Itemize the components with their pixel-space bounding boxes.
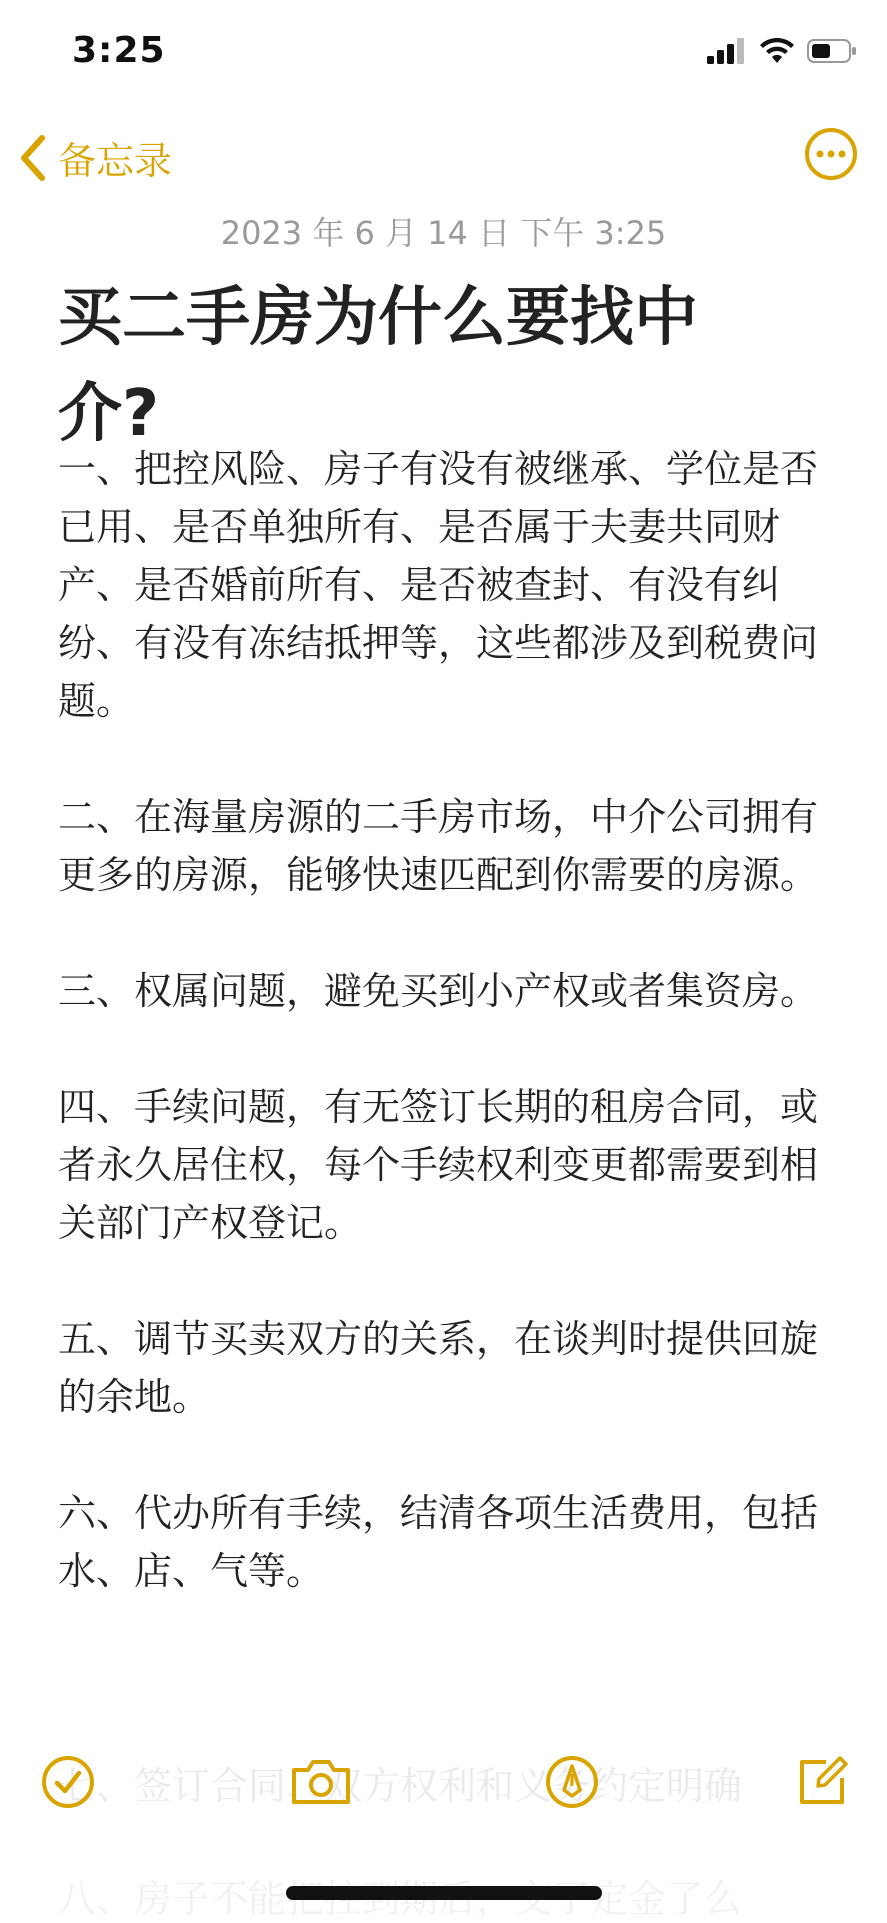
- checkmark-circle-icon: [38, 1752, 98, 1812]
- ellipsis-circle-icon: [803, 126, 859, 182]
- bottom-toolbar: [0, 1752, 887, 1832]
- camera-button[interactable]: [288, 1752, 354, 1812]
- back-label: 备忘录: [58, 139, 173, 183]
- note-title[interactable]: 买二手房为什么要找中介?: [58, 281, 698, 451]
- status-time: 3:25: [72, 30, 166, 71]
- chevron-left-icon: [18, 134, 48, 182]
- compose-icon: [792, 1752, 852, 1812]
- pen-tip-circle-icon: [542, 1752, 602, 1812]
- note-paragraph: 一、把控风险、房子有没有被继承、学位是否已用、是否单独所有、是否属于夫妻共同财产、是否婚前所有、是否被查封、有没有纠纷、有没有冻结抵押等，这些都涉及到税费问题。: [58, 447, 819, 723]
- markup-button[interactable]: [542, 1752, 602, 1812]
- wifi-icon: [759, 38, 795, 64]
- note-paragraph: 二、在海量房源的二手房市场，中介公司拥有更多的房源，能够快速匹配到你需要的房源。: [58, 795, 819, 897]
- compose-button[interactable]: [792, 1752, 852, 1812]
- cellular-signal-icon: [707, 38, 747, 64]
- note-body[interactable]: [58, 440, 818, 1658]
- status-bar: [0, 0, 887, 110]
- note-paragraph: 六、代办所有手续，结清各项生活费用，包括水、店、气等。: [58, 1491, 819, 1593]
- nav-bar: [0, 120, 887, 200]
- back-button[interactable]: [18, 130, 172, 185]
- status-icons: [707, 38, 857, 64]
- home-indicator[interactable]: [286, 1886, 602, 1900]
- note-paragraph: 四、手续问题，有无签订长期的租房合同，或者永久居住权，每个手续权利变更都需要到相关部门产权登记。: [58, 1085, 819, 1245]
- more-button[interactable]: [803, 126, 859, 182]
- note-paragraph: 五、调节买卖双方的关系，在谈判时提供回旋的余地。: [58, 1317, 819, 1419]
- checklist-button[interactable]: [38, 1752, 98, 1812]
- note-paragraph: 三、权属问题，避免买到小产权或者集资房。: [58, 969, 819, 1013]
- battery-icon: [807, 38, 857, 64]
- camera-icon: [288, 1752, 354, 1812]
- note-date: 2023 年 6 月 14 日 下午 3:25: [220, 214, 667, 252]
